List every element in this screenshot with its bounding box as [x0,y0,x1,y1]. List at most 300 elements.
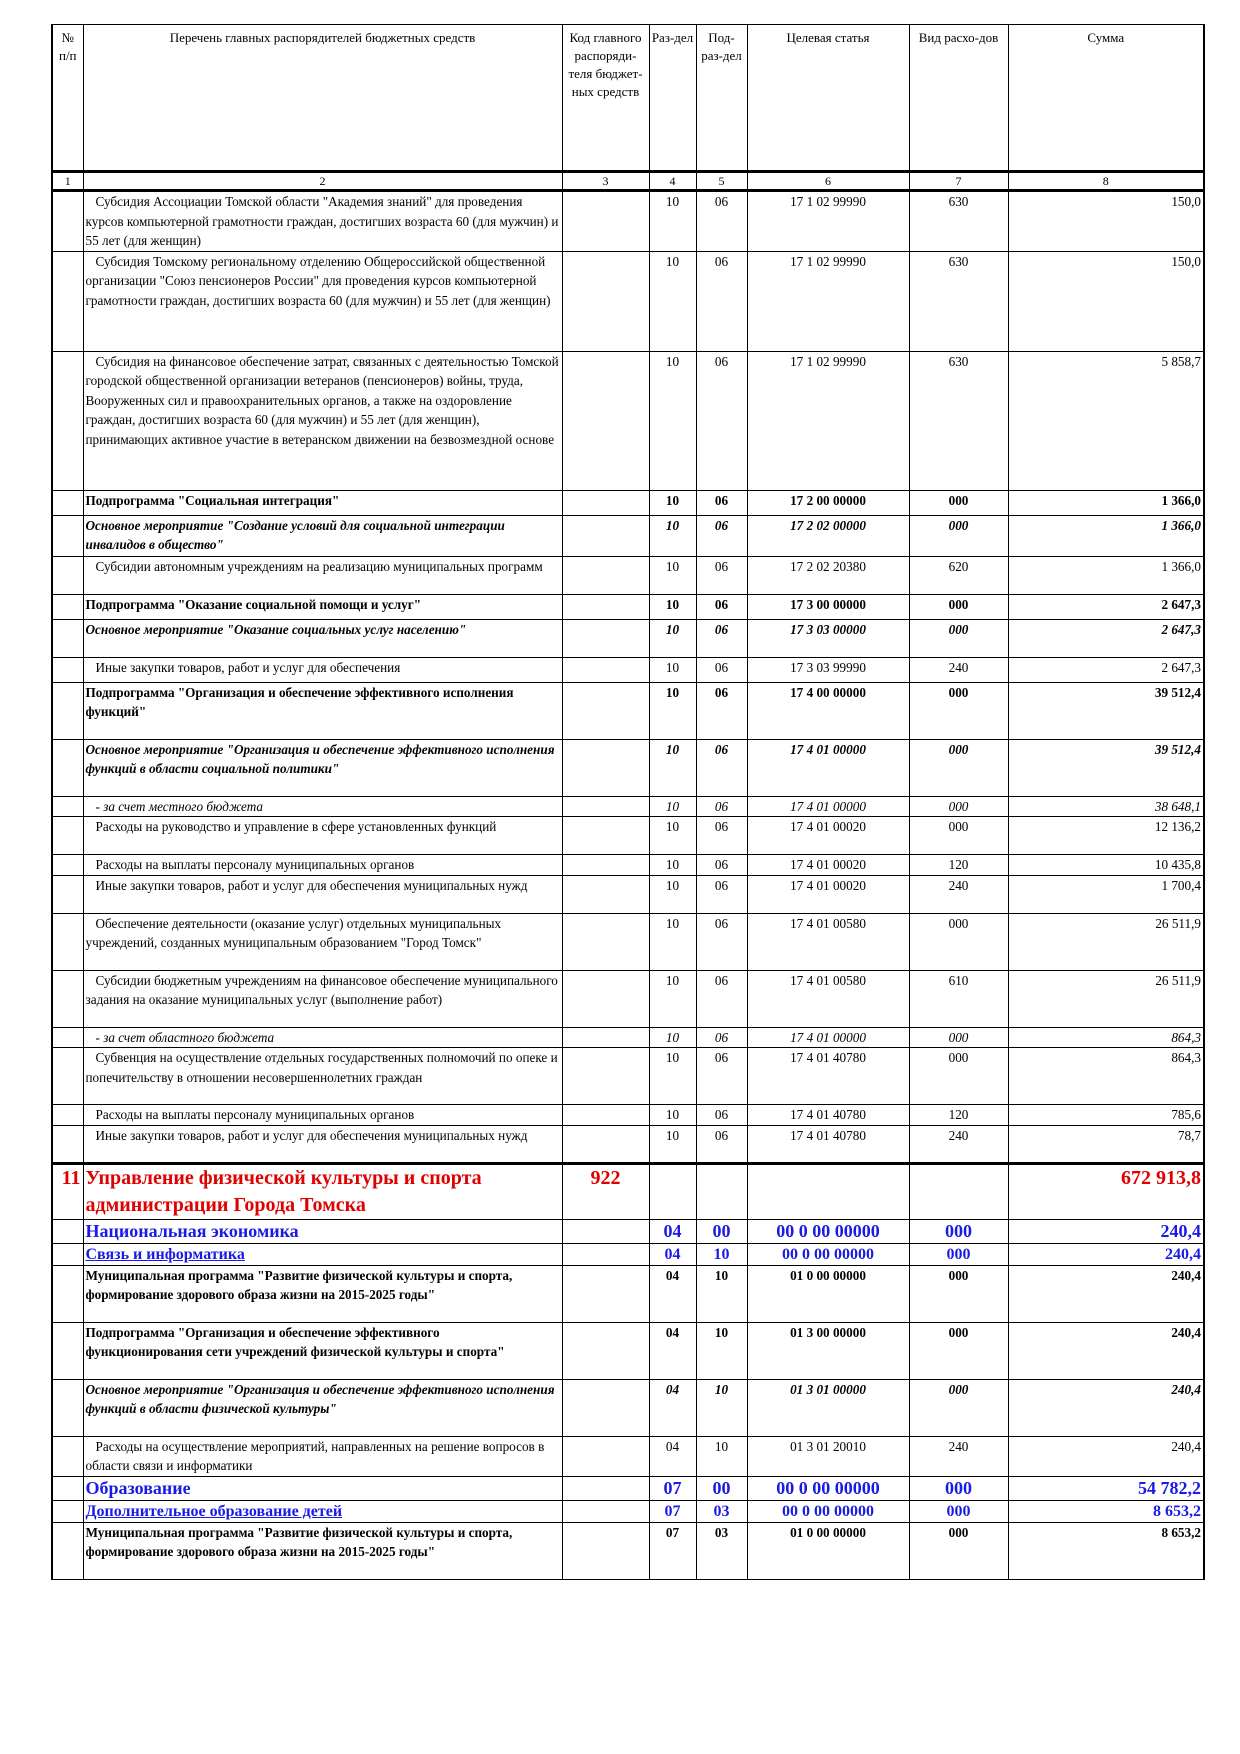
row-number [52,515,83,556]
row-target-article: 17 4 01 00000 [747,1027,909,1048]
row-target-article: 00 0 00 00000 [747,1219,909,1243]
row-code [562,251,649,351]
table-row [52,191,1204,252]
row-number [52,855,83,876]
row-target-article: 17 4 01 40780 [747,1048,909,1105]
row-sum: 240,4 [1008,1219,1204,1243]
column-number: 2 [83,172,562,191]
row-sum: 864,3 [1008,1048,1204,1105]
row-target-article: 17 4 01 40780 [747,1105,909,1126]
row-expense-type: 000 [909,1048,1008,1105]
row-expense-type: 000 [909,515,1008,556]
table-row [52,1048,1204,1105]
row-sum: 672 913,8 [1008,1163,1204,1219]
row-sum: 785,6 [1008,1105,1204,1126]
row-name: Управление физической культуры и спорта администрации Города Томска [83,1163,562,1219]
table-row [52,594,1204,619]
row-target-article: 00 0 00 00000 [747,1500,909,1522]
row-expense-type: 000 [909,1522,1008,1579]
row-code [562,1322,649,1379]
row-code [562,970,649,1027]
row-target-article: 00 0 00 00000 [747,1476,909,1500]
row-target-article: 17 1 02 99990 [747,251,909,351]
row-razdel: 07 [649,1476,696,1500]
row-code [562,1522,649,1579]
row-number [52,875,83,913]
row-razdel: 10 [649,556,696,594]
row-sum: 26 511,9 [1008,970,1204,1027]
row-code [562,817,649,855]
budget-table [51,24,1205,1580]
table-row [52,1500,1204,1522]
row-code [562,594,649,619]
row-sum: 864,3 [1008,1027,1204,1048]
row-sum: 26 511,9 [1008,913,1204,970]
row-razdel: 04 [649,1219,696,1243]
row-sum: 78,7 [1008,1125,1204,1163]
row-sum: 12 136,2 [1008,817,1204,855]
row-code [562,855,649,876]
column-number: 5 [696,172,747,191]
row-razdel: 10 [649,657,696,682]
row-name: Муниципальная программа "Развитие физической культуры и спорта, формирование здорового образа жизни на 2015-2025 годы" [83,1522,562,1579]
header-name: Перечень главных распорядителей бюджетных средств [83,25,562,172]
row-target-article: 17 4 01 00020 [747,817,909,855]
row-podrazdel: 06 [696,739,747,796]
header-no: № п/п [52,25,83,172]
table-row [52,1265,1204,1322]
row-podrazdel: 06 [696,619,747,657]
row-name: Расходы на руководство и управление в сфере установленных функций [83,817,562,855]
row-expense-type: 120 [909,855,1008,876]
row-sum: 54 782,2 [1008,1476,1204,1500]
row-target-article: 17 1 02 99990 [747,351,909,490]
row-code [562,191,649,252]
row-expense-type: 240 [909,657,1008,682]
table-row [52,490,1204,515]
row-name: Подпрограмма "Организация и обеспечение эффективного исполнения функций" [83,682,562,739]
table-row [52,739,1204,796]
row-podrazdel: 06 [696,970,747,1027]
row-sum: 1 366,0 [1008,490,1204,515]
table-row [52,1163,1204,1219]
row-name: Иные закупки товаров, работ и услуг для обеспечения муниципальных нужд [83,875,562,913]
row-expense-type: 000 [909,1243,1008,1265]
table-row [52,1322,1204,1379]
row-number [52,913,83,970]
row-number [52,1125,83,1163]
row-sum: 150,0 [1008,191,1204,252]
row-razdel [649,1163,696,1219]
row-expense-type: 000 [909,739,1008,796]
row-target-article: 01 3 00 00000 [747,1322,909,1379]
row-name: Иные закупки товаров, работ и услуг для обеспечения [83,657,562,682]
row-expense-type [909,1163,1008,1219]
table-row [52,1476,1204,1500]
row-code [562,875,649,913]
row-sum: 5 858,7 [1008,351,1204,490]
row-expense-type: 000 [909,619,1008,657]
row-expense-type: 240 [909,875,1008,913]
row-target-article: 17 2 00 00000 [747,490,909,515]
row-target-article: 17 4 01 40780 [747,1125,909,1163]
row-razdel: 10 [649,191,696,252]
row-target-article: 17 3 03 00000 [747,619,909,657]
row-podrazdel: 06 [696,1125,747,1163]
row-number [52,1219,83,1243]
row-name: Субсидии автономным учреждениям на реализацию муниципальных программ [83,556,562,594]
row-razdel: 04 [649,1436,696,1476]
row-expense-type: 000 [909,1219,1008,1243]
row-podrazdel: 10 [696,1379,747,1436]
row-code [562,1476,649,1500]
row-podrazdel: 06 [696,556,747,594]
row-name: Связь и информатика [83,1243,562,1265]
row-name: Дополнительное образование детей [83,1500,562,1522]
row-podrazdel: 06 [696,515,747,556]
row-razdel: 07 [649,1522,696,1579]
row-number [52,970,83,1027]
row-name: Иные закупки товаров, работ и услуг для обеспечения муниципальных нужд [83,1125,562,1163]
row-sum: 240,4 [1008,1436,1204,1476]
row-number [52,682,83,739]
row-sum: 2 647,3 [1008,619,1204,657]
table-row [52,556,1204,594]
row-number [52,1322,83,1379]
row-podrazdel [696,1163,747,1219]
column-number: 3 [562,172,649,191]
row-code [562,1125,649,1163]
row-sum: 8 653,2 [1008,1500,1204,1522]
row-name: Подпрограмма "Социальная интеграция" [83,490,562,515]
row-expense-type: 240 [909,1125,1008,1163]
row-number [52,1048,83,1105]
row-razdel: 10 [649,913,696,970]
row-target-article: 00 0 00 00000 [747,1243,909,1265]
row-number [52,619,83,657]
row-sum: 240,4 [1008,1379,1204,1436]
row-podrazdel: 06 [696,682,747,739]
row-name: Расходы на выплаты персоналу муниципальных органов [83,855,562,876]
header-sum: Сумма [1008,25,1204,172]
table-row [52,1243,1204,1265]
row-expense-type: 000 [909,913,1008,970]
row-code [562,515,649,556]
row-expense-type: 000 [909,796,1008,817]
row-name: Субвенция на осуществление отдельных государственных полномочий по опеке и попечительству в отношении несовершеннолетних граждан [83,1048,562,1105]
row-code [562,796,649,817]
row-number [52,594,83,619]
row-razdel: 10 [649,682,696,739]
row-podrazdel: 06 [696,594,747,619]
row-razdel: 10 [649,594,696,619]
row-target-article: 17 4 01 00020 [747,875,909,913]
row-razdel: 04 [649,1322,696,1379]
row-podrazdel: 03 [696,1500,747,1522]
row-razdel: 10 [649,251,696,351]
row-sum: 150,0 [1008,251,1204,351]
row-code [562,682,649,739]
table-row [52,817,1204,855]
row-razdel: 10 [649,970,696,1027]
row-name: - за счет областного бюджета [83,1027,562,1048]
row-razdel: 10 [649,796,696,817]
row-name: Субсидия Ассоциации Томской области "Академия знаний" для проведения курсов компьютерной грамотности граждан, достигших возраста 60 (для мужчин) и 55 лет (для женщин) [83,191,562,252]
row-number [52,796,83,817]
row-name: Основное мероприятие "Оказание социальных услуг населению" [83,619,562,657]
row-expense-type: 000 [909,490,1008,515]
row-expense-type: 000 [909,817,1008,855]
header-code: Код главного распоряди-теля бюджет-ных средств [562,25,649,172]
row-target-article: 17 3 03 99990 [747,657,909,682]
row-podrazdel: 06 [696,251,747,351]
table-row [52,657,1204,682]
row-target-article: 01 0 00 00000 [747,1265,909,1322]
row-expense-type: 000 [909,682,1008,739]
row-code [562,913,649,970]
row-razdel: 10 [649,1027,696,1048]
row-name: Обеспечение деятельности (оказание услуг) отдельных муниципальных учреждений, созданных муниципальным образованием "Город Томск" [83,913,562,970]
row-target-article: 17 2 02 20380 [747,556,909,594]
table-row [52,1219,1204,1243]
row-expense-type: 000 [909,1476,1008,1500]
table-row [52,1522,1204,1579]
row-target-article: 17 4 01 00000 [747,796,909,817]
row-number [52,351,83,490]
row-podrazdel: 06 [696,817,747,855]
row-name: Субсидия на финансовое обеспечение затрат, связанных с деятельностью Томской городской общественной организации ветеранов (пенсионеров) войны, труда, Вооруженных сил и правоохранительных органов, а также на оздоровление граждан, достигших возраста 60 (для мужчин) и 55 лет (для женщин), принимающих активное участие в ветеранском движении на безвозмездной основе [83,351,562,490]
row-podrazdel: 10 [696,1436,747,1476]
row-sum: 2 647,3 [1008,594,1204,619]
row-number [52,556,83,594]
row-razdel: 10 [649,855,696,876]
row-number [52,251,83,351]
row-code [562,1048,649,1105]
row-target-article: 01 3 01 00000 [747,1379,909,1436]
row-name: Расходы на осуществление мероприятий, направленных на решение вопросов в области связи и информатики [83,1436,562,1476]
row-name: - за счет местного бюджета [83,796,562,817]
row-target-article: 17 4 01 00580 [747,913,909,970]
row-expense-type: 000 [909,594,1008,619]
row-sum: 240,4 [1008,1243,1204,1265]
table-row [52,913,1204,970]
table-row [52,1105,1204,1126]
table-row [52,351,1204,490]
row-number [52,657,83,682]
column-number: 1 [52,172,83,191]
row-code [562,619,649,657]
row-razdel: 04 [649,1243,696,1265]
row-number [52,739,83,796]
row-podrazdel: 10 [696,1322,747,1379]
row-podrazdel: 06 [696,1105,747,1126]
table-row [52,796,1204,817]
row-podrazdel: 10 [696,1243,747,1265]
table-row [52,1379,1204,1436]
row-expense-type: 610 [909,970,1008,1027]
row-sum: 1 366,0 [1008,515,1204,556]
row-number [52,1476,83,1500]
row-target-article: 17 4 01 00580 [747,970,909,1027]
header-target-article: Целевая статья [747,25,909,172]
row-razdel: 07 [649,1500,696,1522]
row-podrazdel: 06 [696,490,747,515]
row-expense-type: 000 [909,1027,1008,1048]
row-sum: 39 512,4 [1008,739,1204,796]
row-name: Расходы на выплаты персоналу муниципальных органов [83,1105,562,1126]
row-razdel: 10 [649,817,696,855]
row-expense-type: 000 [909,1500,1008,1522]
row-razdel: 10 [649,619,696,657]
row-sum: 10 435,8 [1008,855,1204,876]
row-razdel: 10 [649,351,696,490]
column-number: 6 [747,172,909,191]
row-code [562,1219,649,1243]
row-podrazdel: 06 [696,1048,747,1105]
row-target-article: 17 4 01 00000 [747,739,909,796]
row-podrazdel: 00 [696,1219,747,1243]
row-number [52,1027,83,1048]
row-podrazdel: 06 [696,191,747,252]
row-podrazdel: 06 [696,657,747,682]
row-target-article: 17 4 00 00000 [747,682,909,739]
row-number [52,1522,83,1579]
row-number: 11 [52,1163,83,1219]
row-code [562,351,649,490]
row-name: Основное мероприятие "Организация и обеспечение эффективного исполнения функций в области физической культуры" [83,1379,562,1436]
row-code [562,1105,649,1126]
row-code [562,556,649,594]
table-row [52,855,1204,876]
row-sum: 38 648,1 [1008,796,1204,817]
header-expense-type: Вид расхо-дов [909,25,1008,172]
row-name: Национальная экономика [83,1219,562,1243]
row-razdel: 10 [649,515,696,556]
row-name: Основное мероприятие "Организация и обеспечение эффективного исполнения функций в области социальной политики" [83,739,562,796]
row-razdel: 10 [649,739,696,796]
row-code [562,1379,649,1436]
row-number [52,817,83,855]
row-sum: 8 653,2 [1008,1522,1204,1579]
table-row [52,1436,1204,1476]
table-row [52,515,1204,556]
row-code [562,1500,649,1522]
row-razdel: 10 [649,490,696,515]
row-sum: 1 700,4 [1008,875,1204,913]
table-row [52,875,1204,913]
row-code [562,657,649,682]
table-row [52,1027,1204,1048]
row-code [562,1436,649,1476]
row-expense-type: 120 [909,1105,1008,1126]
row-code [562,1265,649,1322]
budget-table-page [51,24,1203,1580]
row-name: Образование [83,1476,562,1500]
row-code: 922 [562,1163,649,1219]
row-number [52,1379,83,1436]
row-code [562,1243,649,1265]
row-target-article [747,1163,909,1219]
row-target-article: 17 4 01 00020 [747,855,909,876]
row-name: Муниципальная программа "Развитие физической культуры и спорта, формирование здорового образа жизни на 2015-2025 годы" [83,1265,562,1322]
row-podrazdel: 03 [696,1522,747,1579]
row-name: Подпрограмма "Организация и обеспечение эффективного функционирования сети учреждений физической культуры и спорта" [83,1322,562,1379]
row-razdel: 10 [649,1105,696,1126]
row-number [52,191,83,252]
header-razdel: Раз-дел [649,25,696,172]
row-expense-type: 630 [909,191,1008,252]
row-sum: 240,4 [1008,1322,1204,1379]
row-number [52,1436,83,1476]
row-expense-type: 620 [909,556,1008,594]
row-expense-type: 000 [909,1379,1008,1436]
row-sum: 2 647,3 [1008,657,1204,682]
row-number [52,1105,83,1126]
row-target-article: 17 3 00 00000 [747,594,909,619]
row-number [52,1500,83,1522]
row-razdel: 04 [649,1265,696,1322]
row-code [562,739,649,796]
row-number [52,1243,83,1265]
table-row [52,970,1204,1027]
column-number: 4 [649,172,696,191]
row-target-article: 01 0 00 00000 [747,1522,909,1579]
row-number [52,490,83,515]
table-row [52,682,1204,739]
header-podrazdel: Под-раз-дел [696,25,747,172]
table-header [52,25,1204,191]
column-number: 8 [1008,172,1204,191]
row-expense-type: 240 [909,1436,1008,1476]
row-name: Основное мероприятие "Создание условий для социальной интеграции инвалидов в общество" [83,515,562,556]
row-razdel: 10 [649,1048,696,1105]
row-podrazdel: 06 [696,351,747,490]
row-target-article: 01 3 01 20010 [747,1436,909,1476]
row-name: Субсидия Томскому региональному отделению Общероссийской общественной организации "Союз пенсионеров России" для проведения курсов компьютерной грамотности граждан, достигших возраста 60 (для мужчин) и 55 лет (для женщин) [83,251,562,351]
row-razdel: 10 [649,1125,696,1163]
row-sum: 1 366,0 [1008,556,1204,594]
table-row [52,1125,1204,1163]
row-razdel: 10 [649,875,696,913]
row-expense-type: 000 [909,1322,1008,1379]
row-code [562,1027,649,1048]
row-expense-type: 000 [909,1265,1008,1322]
row-target-article: 17 1 02 99990 [747,191,909,252]
row-podrazdel: 00 [696,1476,747,1500]
column-number: 7 [909,172,1008,191]
table-row [52,251,1204,351]
row-target-article: 17 2 02 00000 [747,515,909,556]
table-row [52,619,1204,657]
row-podrazdel: 06 [696,796,747,817]
row-sum: 240,4 [1008,1265,1204,1322]
row-name: Подпрограмма "Оказание социальной помощи и услуг" [83,594,562,619]
row-podrazdel: 06 [696,875,747,913]
column-number-row [52,172,1204,191]
row-name: Субсидии бюджетным учреждениям на финансовое обеспечение муниципального задания на оказание муниципальных услуг (выполнение работ) [83,970,562,1027]
row-code [562,490,649,515]
table-body [52,191,1204,1580]
row-razdel: 04 [649,1379,696,1436]
row-podrazdel: 06 [696,913,747,970]
row-podrazdel: 06 [696,1027,747,1048]
row-expense-type: 630 [909,251,1008,351]
row-podrazdel: 06 [696,855,747,876]
row-number [52,1265,83,1322]
row-expense-type: 630 [909,351,1008,490]
row-podrazdel: 10 [696,1265,747,1322]
row-sum: 39 512,4 [1008,682,1204,739]
